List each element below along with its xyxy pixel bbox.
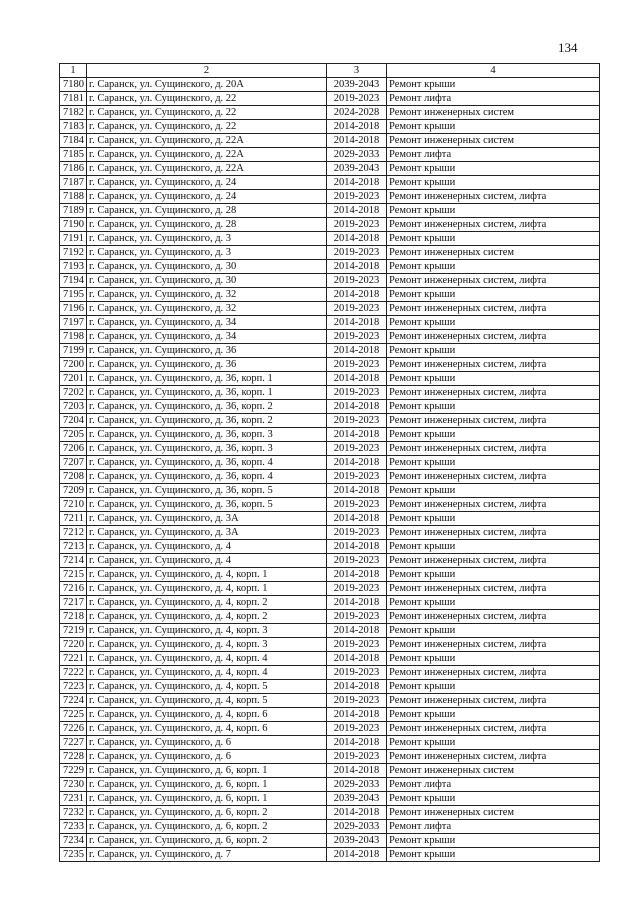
address-cell: г. Саранск, ул. Сущинского, д. 3 xyxy=(87,232,327,246)
table-row xyxy=(60,288,600,302)
work-type-cell: Ремонт крыши xyxy=(387,792,600,806)
table-row xyxy=(60,568,600,582)
period-cell: 2014-2018 xyxy=(327,736,387,750)
row-number-cell: 7202 xyxy=(60,386,87,400)
table-row xyxy=(60,92,600,106)
address-cell: г. Саранск, ул. Сущинского, д. 22 xyxy=(87,120,327,134)
period-cell: 2014-2018 xyxy=(327,512,387,526)
address-cell: г. Саранск, ул. Сущинского, д. 4, корп. 5 xyxy=(87,694,327,708)
table-row xyxy=(60,834,600,848)
table-row xyxy=(60,680,600,694)
row-number-cell: 7203 xyxy=(60,400,87,414)
address-cell: г. Саранск, ул. Сущинского, д. 4 xyxy=(87,540,327,554)
table-row xyxy=(60,428,600,442)
row-number-cell: 7185 xyxy=(60,148,87,162)
row-number-cell: 7207 xyxy=(60,456,87,470)
work-type-cell: Ремонт крыши xyxy=(387,428,600,442)
period-cell: 2014-2018 xyxy=(327,624,387,638)
row-number-cell: 7197 xyxy=(60,316,87,330)
row-number-cell: 7181 xyxy=(60,92,87,106)
period-cell: 2019-2023 xyxy=(327,610,387,624)
work-type-cell: Ремонт инженерных систем, лифта xyxy=(387,358,600,372)
work-type-cell: Ремонт крыши xyxy=(387,736,600,750)
period-cell: 2019-2023 xyxy=(327,442,387,456)
work-type-cell: Ремонт лифта xyxy=(387,92,600,106)
table-row xyxy=(60,372,600,386)
period-cell: 2019-2023 xyxy=(327,358,387,372)
period-cell: 2019-2023 xyxy=(327,246,387,260)
period-cell: 2029-2033 xyxy=(327,148,387,162)
period-cell: 2014-2018 xyxy=(327,176,387,190)
work-type-cell: Ремонт инженерных систем, лифта xyxy=(387,554,600,568)
work-type-cell: Ремонт крыши xyxy=(387,176,600,190)
address-cell: г. Саранск, ул. Сущинского, д. 36, корп. 1 xyxy=(87,386,327,400)
row-number-cell: 7190 xyxy=(60,218,87,232)
work-type-cell: Ремонт инженерных систем xyxy=(387,246,600,260)
work-type-cell: Ремонт крыши xyxy=(387,120,600,134)
row-number-cell: 7216 xyxy=(60,582,87,596)
period-cell: 2019-2023 xyxy=(327,582,387,596)
period-cell: 2019-2023 xyxy=(327,666,387,680)
period-cell: 2014-2018 xyxy=(327,400,387,414)
row-number-cell: 7205 xyxy=(60,428,87,442)
table-row xyxy=(60,330,600,344)
row-number-cell: 7211 xyxy=(60,512,87,526)
table-row xyxy=(60,624,600,638)
period-cell: 2014-2018 xyxy=(327,134,387,148)
table-row xyxy=(60,344,600,358)
row-number-cell: 7204 xyxy=(60,414,87,428)
row-number-cell: 7218 xyxy=(60,610,87,624)
row-number-cell: 7215 xyxy=(60,568,87,582)
row-number-cell: 7210 xyxy=(60,498,87,512)
address-cell: г. Саранск, ул. Сущинского, д. 32 xyxy=(87,302,327,316)
address-cell: г. Саранск, ул. Сущинского, д. 4, корп. 5 xyxy=(87,680,327,694)
column-number-row xyxy=(60,64,600,78)
work-type-cell: Ремонт крыши xyxy=(387,708,600,722)
column-number-4: 4 xyxy=(387,64,600,78)
row-number-cell: 7230 xyxy=(60,778,87,792)
address-cell: г. Саранск, ул. Сущинского, д. 22А xyxy=(87,148,327,162)
address-cell: г. Саранск, ул. Сущинского, д. 36, корп. 3 xyxy=(87,428,327,442)
period-cell: 2014-2018 xyxy=(327,428,387,442)
period-cell: 2014-2018 xyxy=(327,316,387,330)
table-row xyxy=(60,638,600,652)
work-type-cell: Ремонт инженерных систем, лифта xyxy=(387,722,600,736)
table-row xyxy=(60,750,600,764)
work-type-cell: Ремонт инженерных систем, лифта xyxy=(387,386,600,400)
work-type-cell: Ремонт крыши xyxy=(387,456,600,470)
work-type-cell: Ремонт крыши xyxy=(387,624,600,638)
address-cell: г. Саранск, ул. Сущинского, д. 28 xyxy=(87,218,327,232)
address-cell: г. Саранск, ул. Сущинского, д. 6, корп. 1 xyxy=(87,792,327,806)
row-number-cell: 7199 xyxy=(60,344,87,358)
table-row xyxy=(60,540,600,554)
address-cell: г. Саранск, ул. Сущинского, д. 34 xyxy=(87,330,327,344)
address-cell: г. Саранск, ул. Сущинского, д. 6, корп. 2 xyxy=(87,806,327,820)
table-row xyxy=(60,162,600,176)
address-cell: г. Саранск, ул. Сущинского, д. 3 xyxy=(87,246,327,260)
row-number-cell: 7224 xyxy=(60,694,87,708)
address-cell: г. Саранск, ул. Сущинского, д. 34 xyxy=(87,316,327,330)
table-row xyxy=(60,232,600,246)
table-row xyxy=(60,610,600,624)
work-type-cell: Ремонт крыши xyxy=(387,512,600,526)
address-cell: г. Саранск, ул. Сущинского, д. 4, корп. 6 xyxy=(87,708,327,722)
period-cell: 2014-2018 xyxy=(327,764,387,778)
table-row xyxy=(60,596,600,610)
address-cell: г. Саранск, ул. Сущинского, д. 4, корп. 3 xyxy=(87,638,327,652)
work-type-cell: Ремонт инженерных систем, лифта xyxy=(387,582,600,596)
address-cell: г. Саранск, ул. Сущинского, д. 4, корп. 3 xyxy=(87,624,327,638)
work-type-cell: Ремонт инженерных систем, лифта xyxy=(387,750,600,764)
period-cell: 2029-2033 xyxy=(327,778,387,792)
row-number-cell: 7228 xyxy=(60,750,87,764)
table-row xyxy=(60,526,600,540)
work-type-cell: Ремонт инженерных систем, лифта xyxy=(387,470,600,484)
row-number-cell: 7184 xyxy=(60,134,87,148)
row-number-cell: 7189 xyxy=(60,204,87,218)
address-cell: г. Саранск, ул. Сущинского, д. 22 xyxy=(87,92,327,106)
address-cell: г. Саранск, ул. Сущинского, д. 6, корп. 2 xyxy=(87,834,327,848)
period-cell: 2014-2018 xyxy=(327,120,387,134)
period-cell: 2014-2018 xyxy=(327,288,387,302)
table-row xyxy=(60,414,600,428)
period-cell: 2019-2023 xyxy=(327,638,387,652)
table-row xyxy=(60,708,600,722)
table-row xyxy=(60,106,600,120)
address-cell: г. Саранск, ул. Сущинского, д. 4, корп. 1 xyxy=(87,568,327,582)
row-number-cell: 7225 xyxy=(60,708,87,722)
work-type-cell: Ремонт инженерных систем, лифта xyxy=(387,666,600,680)
row-number-cell: 7188 xyxy=(60,190,87,204)
work-type-cell: Ремонт крыши xyxy=(387,232,600,246)
row-number-cell: 7192 xyxy=(60,246,87,260)
table-body xyxy=(60,78,600,862)
row-number-cell: 7234 xyxy=(60,834,87,848)
row-number-cell: 7213 xyxy=(60,540,87,554)
work-type-cell: Ремонт лифта xyxy=(387,820,600,834)
address-cell: г. Саранск, ул. Сущинского, д. 30 xyxy=(87,274,327,288)
address-cell: г. Саранск, ул. Сущинского, д. 6 xyxy=(87,750,327,764)
row-number-cell: 7183 xyxy=(60,120,87,134)
row-number-cell: 7233 xyxy=(60,820,87,834)
period-cell: 2014-2018 xyxy=(327,456,387,470)
table-row xyxy=(60,260,600,274)
table-row xyxy=(60,78,600,92)
period-cell: 2014-2018 xyxy=(327,652,387,666)
work-type-cell: Ремонт инженерных систем, лифта xyxy=(387,274,600,288)
period-cell: 2019-2023 xyxy=(327,750,387,764)
page-number: 134 xyxy=(558,40,578,55)
period-cell: 2014-2018 xyxy=(327,708,387,722)
table-row xyxy=(60,218,600,232)
work-type-cell: Ремонт крыши xyxy=(387,484,600,498)
table-row xyxy=(60,512,600,526)
period-cell: 2014-2018 xyxy=(327,540,387,554)
table-row xyxy=(60,820,600,834)
row-number-cell: 7180 xyxy=(60,78,87,92)
work-type-cell: Ремонт крыши xyxy=(387,848,600,862)
work-type-cell: Ремонт крыши xyxy=(387,372,600,386)
table-row xyxy=(60,386,600,400)
period-cell: 2019-2023 xyxy=(327,386,387,400)
period-cell: 2014-2018 xyxy=(327,806,387,820)
table-row xyxy=(60,120,600,134)
address-cell: г. Саранск, ул. Сущинского, д. 24 xyxy=(87,190,327,204)
address-cell: г. Саранск, ул. Сущинского, д. 30 xyxy=(87,260,327,274)
work-type-cell: Ремонт крыши xyxy=(387,834,600,848)
period-cell: 2039-2043 xyxy=(327,78,387,92)
row-number-cell: 7235 xyxy=(60,848,87,862)
work-type-cell: Ремонт крыши xyxy=(387,680,600,694)
work-type-cell: Ремонт инженерных систем xyxy=(387,134,600,148)
row-number-cell: 7229 xyxy=(60,764,87,778)
work-type-cell: Ремонт крыши xyxy=(387,596,600,610)
table-row xyxy=(60,148,600,162)
period-cell: 2014-2018 xyxy=(327,344,387,358)
table-row xyxy=(60,792,600,806)
address-cell: г. Саранск, ул. Сущинского, д. 22А xyxy=(87,134,327,148)
table-row xyxy=(60,316,600,330)
row-number-cell: 7232 xyxy=(60,806,87,820)
work-type-cell: Ремонт инженерных систем, лифта xyxy=(387,638,600,652)
period-cell: 2019-2023 xyxy=(327,554,387,568)
table-row xyxy=(60,400,600,414)
row-number-cell: 7200 xyxy=(60,358,87,372)
address-cell: г. Саранск, ул. Сущинского, д. 36 xyxy=(87,358,327,372)
address-cell: г. Саранск, ул. Сущинского, д. 36, корп. 2 xyxy=(87,400,327,414)
address-cell: г. Саранск, ул. Сущинского, д. 4, корп. 2 xyxy=(87,596,327,610)
table-row xyxy=(60,190,600,204)
table-row xyxy=(60,246,600,260)
period-cell: 2019-2023 xyxy=(327,470,387,484)
row-number-cell: 7195 xyxy=(60,288,87,302)
address-cell: г. Саранск, ул. Сущинского, д. 4, корп. 6 xyxy=(87,722,327,736)
period-cell: 2014-2018 xyxy=(327,568,387,582)
row-number-cell: 7222 xyxy=(60,666,87,680)
column-number-2: 2 xyxy=(87,64,327,78)
table-row xyxy=(60,358,600,372)
work-type-cell: Ремонт инженерных систем, лифта xyxy=(387,190,600,204)
work-type-cell: Ремонт крыши xyxy=(387,204,600,218)
table-row xyxy=(60,134,600,148)
row-number-cell: 7198 xyxy=(60,330,87,344)
work-type-cell: Ремонт инженерных систем, лифта xyxy=(387,526,600,540)
period-cell: 2014-2018 xyxy=(327,260,387,274)
address-cell: г. Саранск, ул. Сущинского, д. 22А xyxy=(87,162,327,176)
row-number-cell: 7196 xyxy=(60,302,87,316)
address-cell: г. Саранск, ул. Сущинского, д. 36, корп. 2 xyxy=(87,414,327,428)
row-number-cell: 7231 xyxy=(60,792,87,806)
row-number-cell: 7221 xyxy=(60,652,87,666)
address-cell: г. Саранск, ул. Сущинского, д. 4, корп. 4 xyxy=(87,666,327,680)
work-type-cell: Ремонт крыши xyxy=(387,568,600,582)
table-row xyxy=(60,722,600,736)
period-cell: 2039-2043 xyxy=(327,834,387,848)
row-number-cell: 7194 xyxy=(60,274,87,288)
period-cell: 2014-2018 xyxy=(327,596,387,610)
row-number-cell: 7212 xyxy=(60,526,87,540)
period-cell: 2019-2023 xyxy=(327,302,387,316)
row-number-cell: 7209 xyxy=(60,484,87,498)
address-cell: г. Саранск, ул. Сущинского, д. 6, корп. 1 xyxy=(87,764,327,778)
period-cell: 2039-2043 xyxy=(327,162,387,176)
period-cell: 2019-2023 xyxy=(327,274,387,288)
row-number-cell: 7219 xyxy=(60,624,87,638)
table-row xyxy=(60,666,600,680)
table-row xyxy=(60,204,600,218)
address-cell: г. Саранск, ул. Сущинского, д. 6 xyxy=(87,736,327,750)
period-cell: 2029-2033 xyxy=(327,820,387,834)
period-cell: 2014-2018 xyxy=(327,680,387,694)
work-type-cell: Ремонт инженерных систем, лифта xyxy=(387,218,600,232)
table-row xyxy=(60,764,600,778)
table-row xyxy=(60,652,600,666)
period-cell: 2019-2023 xyxy=(327,498,387,512)
period-cell: 2019-2023 xyxy=(327,694,387,708)
period-cell: 2019-2023 xyxy=(327,190,387,204)
row-number-cell: 7193 xyxy=(60,260,87,274)
address-cell: г. Саранск, ул. Сущинского, д. 4 xyxy=(87,554,327,568)
address-cell: г. Саранск, ул. Сущинского, д. 36, корп. 4 xyxy=(87,456,327,470)
address-cell: г. Саранск, ул. Сущинского, д. 36, корп. 4 xyxy=(87,470,327,484)
address-cell: г. Саранск, ул. Сущинского, д. 24 xyxy=(87,176,327,190)
table-row xyxy=(60,176,600,190)
address-cell: г. Саранск, ул. Сущинского, д. 36, корп. 5 xyxy=(87,498,327,512)
work-type-cell: Ремонт крыши xyxy=(387,162,600,176)
address-cell: г. Саранск, ул. Сущинского, д. 6, корп. 2 xyxy=(87,820,327,834)
period-cell: 2014-2018 xyxy=(327,848,387,862)
address-cell: г. Саранск, ул. Сущинского, д. 3А xyxy=(87,526,327,540)
address-cell: г. Саранск, ул. Сущинского, д. 36, корп. 5 xyxy=(87,484,327,498)
table-row xyxy=(60,484,600,498)
work-type-cell: Ремонт крыши xyxy=(387,540,600,554)
address-cell: г. Саранск, ул. Сущинского, д. 3А xyxy=(87,512,327,526)
row-number-cell: 7214 xyxy=(60,554,87,568)
address-cell: г. Саранск, ул. Сущинского, д. 36, корп. 3 xyxy=(87,442,327,456)
period-cell: 2014-2018 xyxy=(327,232,387,246)
address-cell: г. Саранск, ул. Сущинского, д. 36, корп. 1 xyxy=(87,372,327,386)
work-type-cell: Ремонт инженерных систем, лифта xyxy=(387,442,600,456)
column-number-3: 3 xyxy=(327,64,387,78)
work-type-cell: Ремонт инженерных систем, лифта xyxy=(387,330,600,344)
table-row xyxy=(60,582,600,596)
work-type-cell: Ремонт инженерных систем, лифта xyxy=(387,694,600,708)
work-type-cell: Ремонт крыши xyxy=(387,288,600,302)
period-cell: 2019-2023 xyxy=(327,526,387,540)
work-type-cell: Ремонт инженерных систем, лифта xyxy=(387,414,600,428)
table-row xyxy=(60,274,600,288)
address-cell: г. Саранск, ул. Сущинского, д. 20А xyxy=(87,78,327,92)
address-cell: г. Саранск, ул. Сущинского, д. 28 xyxy=(87,204,327,218)
period-cell: 2019-2023 xyxy=(327,218,387,232)
table-row xyxy=(60,736,600,750)
period-cell: 2024-2028 xyxy=(327,106,387,120)
table-row xyxy=(60,470,600,484)
period-cell: 2014-2018 xyxy=(327,484,387,498)
row-number-cell: 7201 xyxy=(60,372,87,386)
work-type-cell: Ремонт крыши xyxy=(387,400,600,414)
address-cell: г. Саранск, ул. Сущинского, д. 22 xyxy=(87,106,327,120)
row-number-cell: 7186 xyxy=(60,162,87,176)
work-type-cell: Ремонт инженерных систем xyxy=(387,806,600,820)
period-cell: 2019-2023 xyxy=(327,92,387,106)
table-row xyxy=(60,302,600,316)
period-cell: 2019-2023 xyxy=(327,722,387,736)
work-type-cell: Ремонт инженерных систем, лифта xyxy=(387,610,600,624)
work-type-cell: Ремонт инженерных систем, лифта xyxy=(387,498,600,512)
address-cell: г. Саранск, ул. Сущинского, д. 7 xyxy=(87,848,327,862)
work-type-cell: Ремонт крыши xyxy=(387,78,600,92)
work-type-cell: Ремонт лифта xyxy=(387,778,600,792)
row-number-cell: 7182 xyxy=(60,106,87,120)
period-cell: 2039-2043 xyxy=(327,792,387,806)
row-number-cell: 7206 xyxy=(60,442,87,456)
work-type-cell: Ремонт инженерных систем, лифта xyxy=(387,302,600,316)
work-type-cell: Ремонт инженерных систем xyxy=(387,764,600,778)
period-cell: 2019-2023 xyxy=(327,414,387,428)
address-cell: г. Саранск, ул. Сущинского, д. 4, корп. 2 xyxy=(87,610,327,624)
row-number-cell: 7227 xyxy=(60,736,87,750)
table-row xyxy=(60,778,600,792)
row-number-cell: 7223 xyxy=(60,680,87,694)
table-row xyxy=(60,806,600,820)
period-cell: 2014-2018 xyxy=(327,204,387,218)
table-row xyxy=(60,456,600,470)
table-row xyxy=(60,498,600,512)
row-number-cell: 7191 xyxy=(60,232,87,246)
table-row xyxy=(60,554,600,568)
row-number-cell: 7187 xyxy=(60,176,87,190)
row-number-cell: 7208 xyxy=(60,470,87,484)
work-type-cell: Ремонт крыши xyxy=(387,260,600,274)
row-number-cell: 7220 xyxy=(60,638,87,652)
period-cell: 2019-2023 xyxy=(327,330,387,344)
row-number-cell: 7226 xyxy=(60,722,87,736)
work-type-cell: Ремонт крыши xyxy=(387,652,600,666)
table-row xyxy=(60,694,600,708)
work-type-cell: Ремонт крыши xyxy=(387,344,600,358)
address-cell: г. Саранск, ул. Сущинского, д. 32 xyxy=(87,288,327,302)
work-type-cell: Ремонт лифта xyxy=(387,148,600,162)
repair-schedule-table xyxy=(59,63,600,862)
address-cell: г. Саранск, ул. Сущинского, д. 4, корп. 1 xyxy=(87,582,327,596)
address-cell: г. Саранск, ул. Сущинского, д. 6, корп. 1 xyxy=(87,778,327,792)
work-type-cell: Ремонт крыши xyxy=(387,316,600,330)
work-type-cell: Ремонт инженерных систем xyxy=(387,106,600,120)
table-row xyxy=(60,848,600,862)
address-cell: г. Саранск, ул. Сущинского, д. 4, корп. 4 xyxy=(87,652,327,666)
column-number-1: 1 xyxy=(60,64,87,78)
row-number-cell: 7217 xyxy=(60,596,87,610)
table-row xyxy=(60,442,600,456)
period-cell: 2014-2018 xyxy=(327,372,387,386)
address-cell: г. Саранск, ул. Сущинского, д. 36 xyxy=(87,344,327,358)
